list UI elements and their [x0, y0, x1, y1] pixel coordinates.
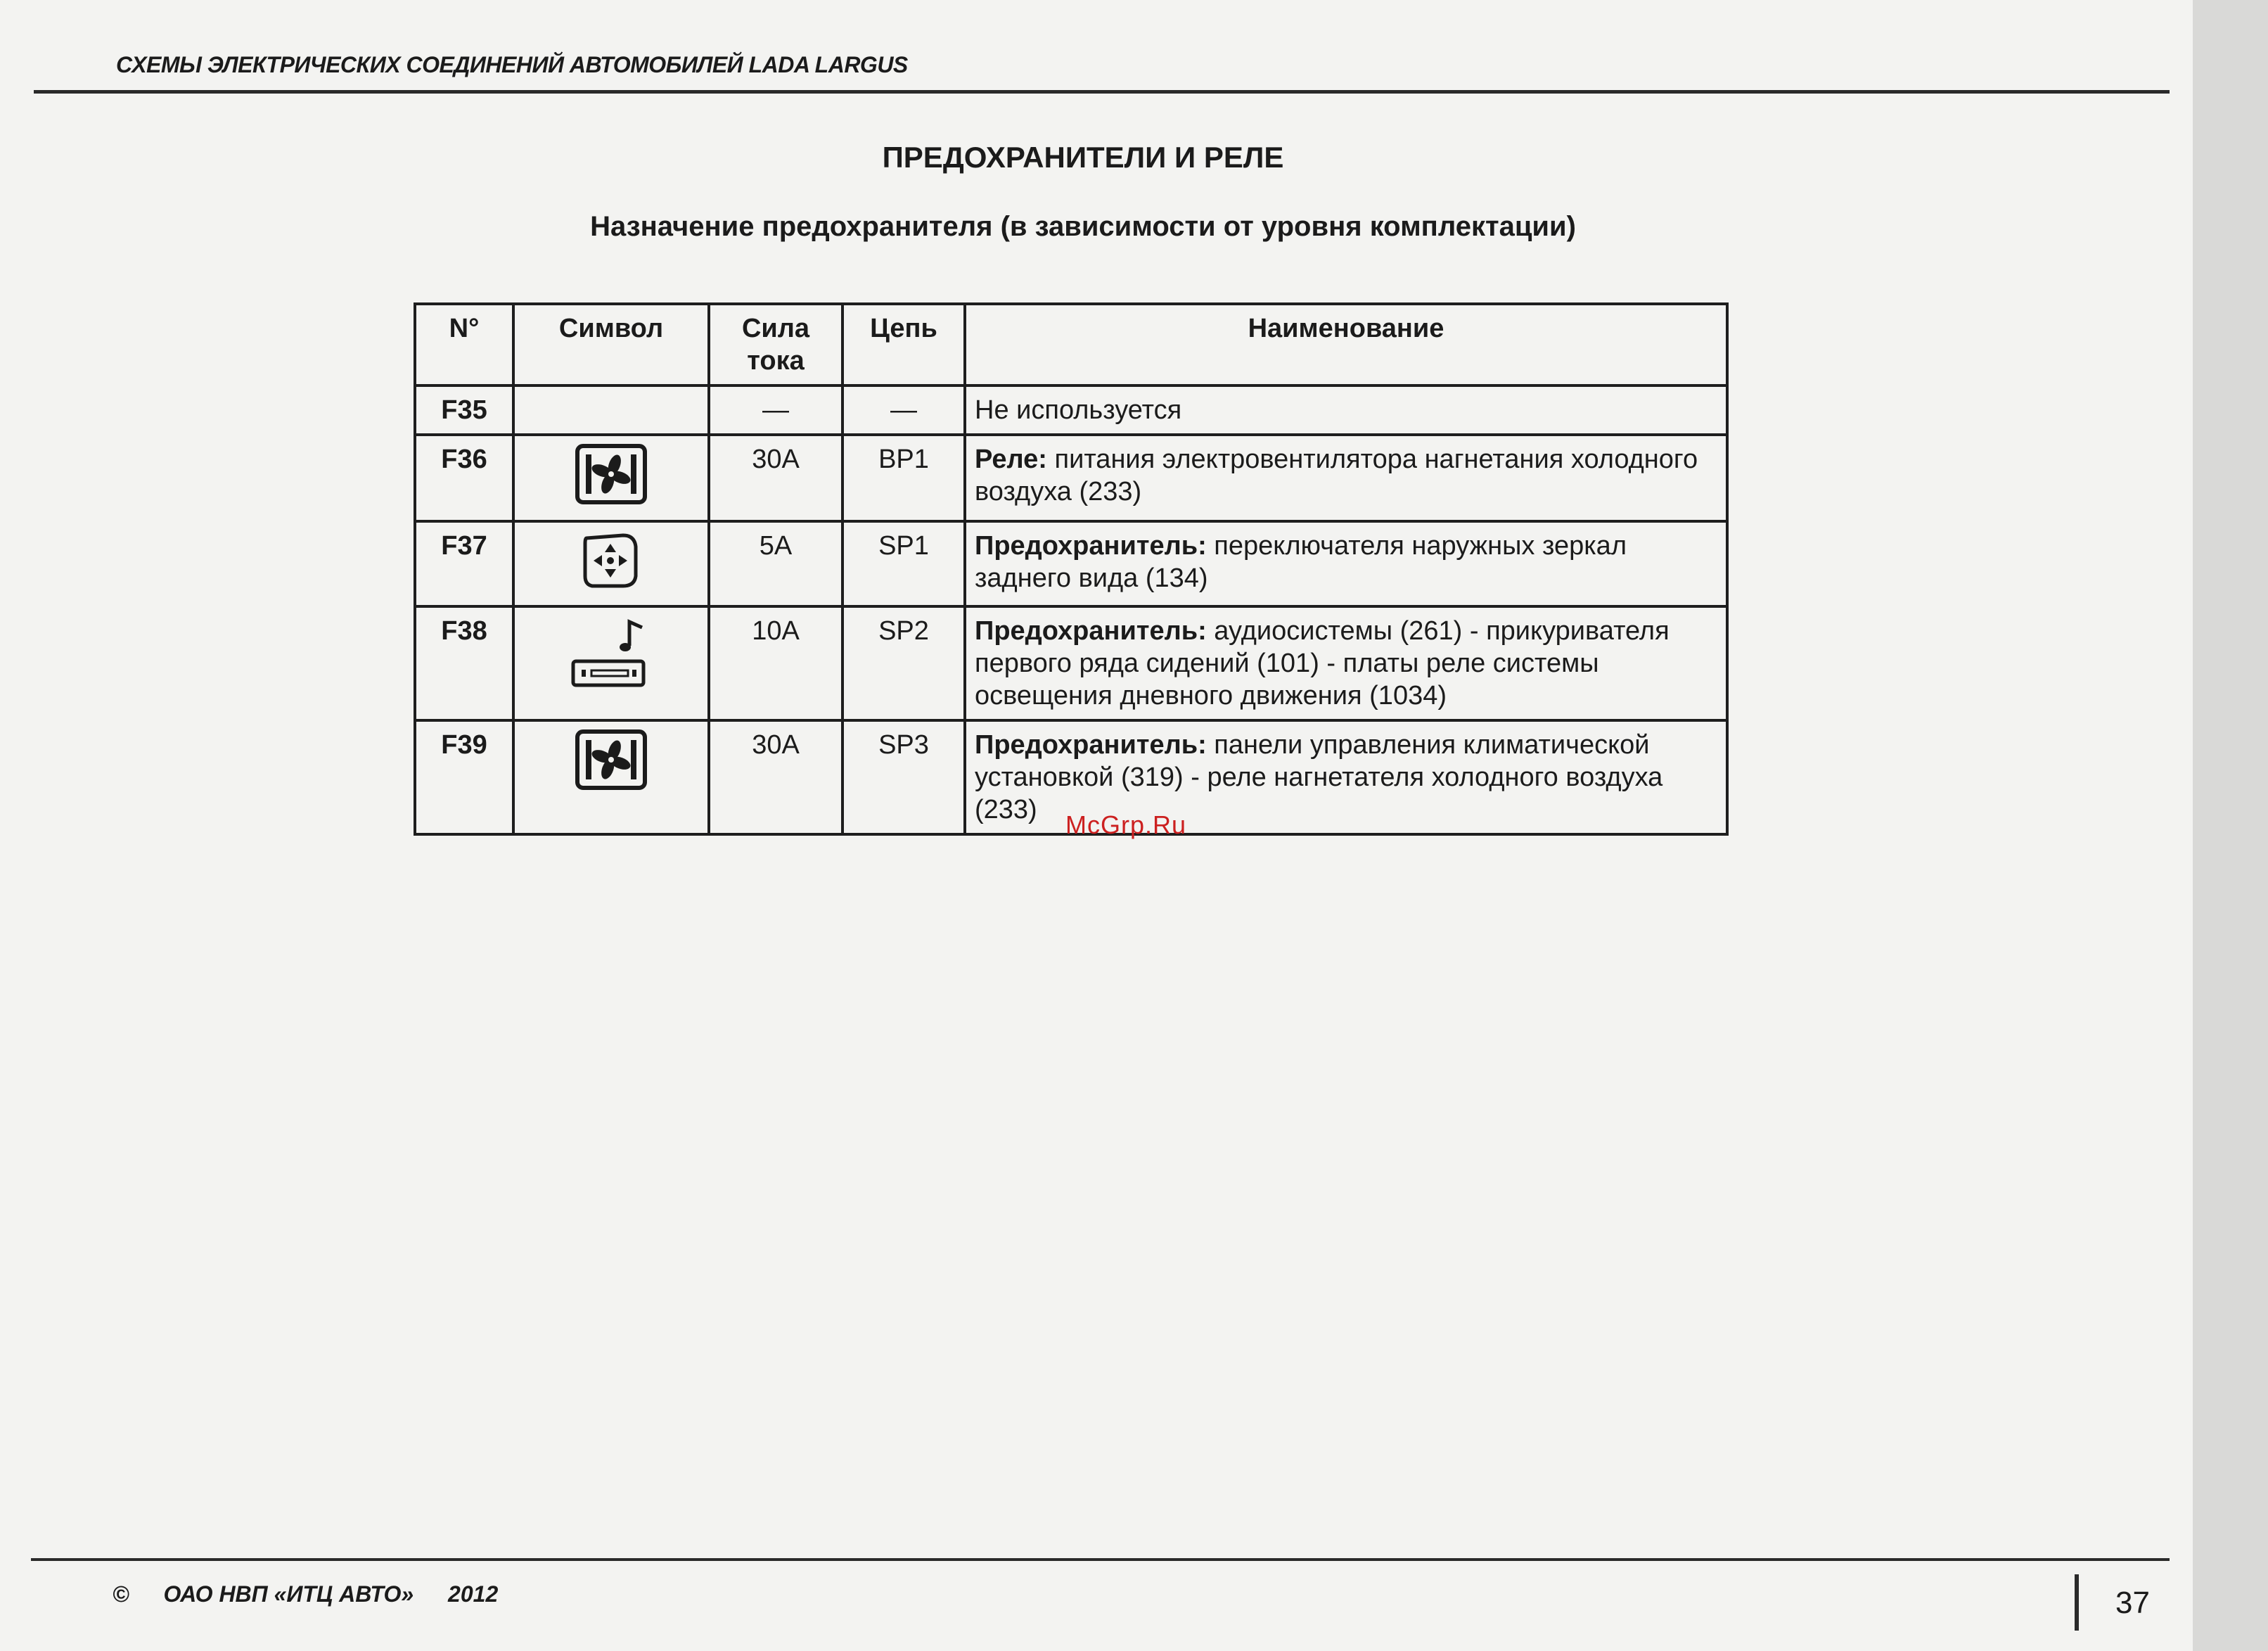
- footer-imprint: [113, 1581, 526, 1607]
- table-row: [415, 521, 1727, 606]
- section-subtitle: Назначение предохранителя (в зависимости от уровня комплектации): [590, 211, 1576, 242]
- publisher-name: ОАО НВП «ИТЦ АВТО»: [163, 1581, 414, 1607]
- fuse-circuit: —: [843, 385, 965, 435]
- description-prefix: Предохранитель:: [975, 730, 1207, 760]
- description-text: Не используется: [975, 395, 1182, 425]
- page-title: ПРЕДОХРАНИТЕЛИ И РЕЛЕ: [882, 141, 1284, 174]
- col-header-current-l2: тока: [747, 346, 805, 376]
- fuse-circuit: SP3: [843, 720, 965, 834]
- page-number-divider: [2075, 1574, 2079, 1631]
- symbol-cell: [513, 606, 709, 720]
- fan-icon: [575, 443, 648, 513]
- watermark: McGrp.Ru: [1065, 810, 1187, 839]
- fuse-circuit: SP2: [843, 606, 965, 720]
- mirror-adjust-icon: [579, 530, 643, 598]
- symbol-cell: [513, 521, 709, 606]
- col-header-current: [709, 304, 843, 385]
- audio-radio-icon: [569, 615, 653, 700]
- fuse-current: 30A: [709, 720, 843, 834]
- fuse-number: F36: [415, 435, 513, 521]
- fuse-description: [965, 435, 1727, 521]
- fuse-number: F35: [415, 385, 513, 435]
- fuse-number: F37: [415, 521, 513, 606]
- description-text: переключателя наружных зеркал заднего вида (134): [975, 531, 1627, 593]
- fan-icon: [575, 729, 648, 798]
- fuse-table: [414, 302, 1729, 836]
- col-header-no: N°: [415, 304, 513, 385]
- page-number: 37: [2115, 1586, 2150, 1620]
- table-header-row: [415, 304, 1727, 385]
- col-header-name: Наименование: [965, 304, 1727, 385]
- fuse-number: F38: [415, 606, 513, 720]
- col-header-symbol: Символ: [513, 304, 709, 385]
- symbol-cell: [513, 435, 709, 521]
- page-edge-strip: [2193, 0, 2268, 1651]
- description-text: питания электровентилятора нагнетания холодного воздуха (233): [975, 445, 1698, 506]
- fuse-current: 30A: [709, 435, 843, 521]
- copyright-symbol: ©: [113, 1581, 129, 1607]
- description-text: аудиосистемы (261) - прикуривателя первого ряда сидений (101) - платы реле системы освещения дневного движения (1034): [975, 616, 1670, 710]
- description-prefix: Предохранитель:: [975, 616, 1207, 646]
- fuse-current: —: [709, 385, 843, 435]
- table-row: [415, 606, 1727, 720]
- fuse-description: [965, 606, 1727, 720]
- fuse-description: [965, 385, 1727, 435]
- header-rule: [34, 90, 2170, 94]
- running-header: СХЕМЫ ЭЛЕКТРИЧЕСКИХ СОЕДИНЕНИЙ АВТОМОБИЛЕЙ LADA LARGUS: [116, 52, 908, 77]
- description-prefix: Предохранитель:: [975, 531, 1207, 561]
- publication-year: 2012: [448, 1581, 499, 1607]
- fuse-number: F39: [415, 720, 513, 834]
- col-header-current-l1: Сила: [741, 314, 810, 343]
- fuse-current: 5A: [709, 521, 843, 606]
- fuse-circuit: BP1: [843, 435, 965, 521]
- footer-rule: [31, 1558, 2170, 1561]
- description-prefix: Реле:: [975, 445, 1047, 474]
- col-header-circuit: Цепь: [843, 304, 965, 385]
- table-row: [415, 385, 1727, 435]
- symbol-cell: [513, 385, 709, 435]
- fuse-circuit: SP1: [843, 521, 965, 606]
- symbol-cell: [513, 720, 709, 834]
- fuse-description: [965, 521, 1727, 606]
- description-text: панели управления климатической установкой (319) - реле нагнетателя холодного воздуха (233): [975, 730, 1663, 824]
- table-row: [415, 435, 1727, 521]
- fuse-current: 10A: [709, 606, 843, 720]
